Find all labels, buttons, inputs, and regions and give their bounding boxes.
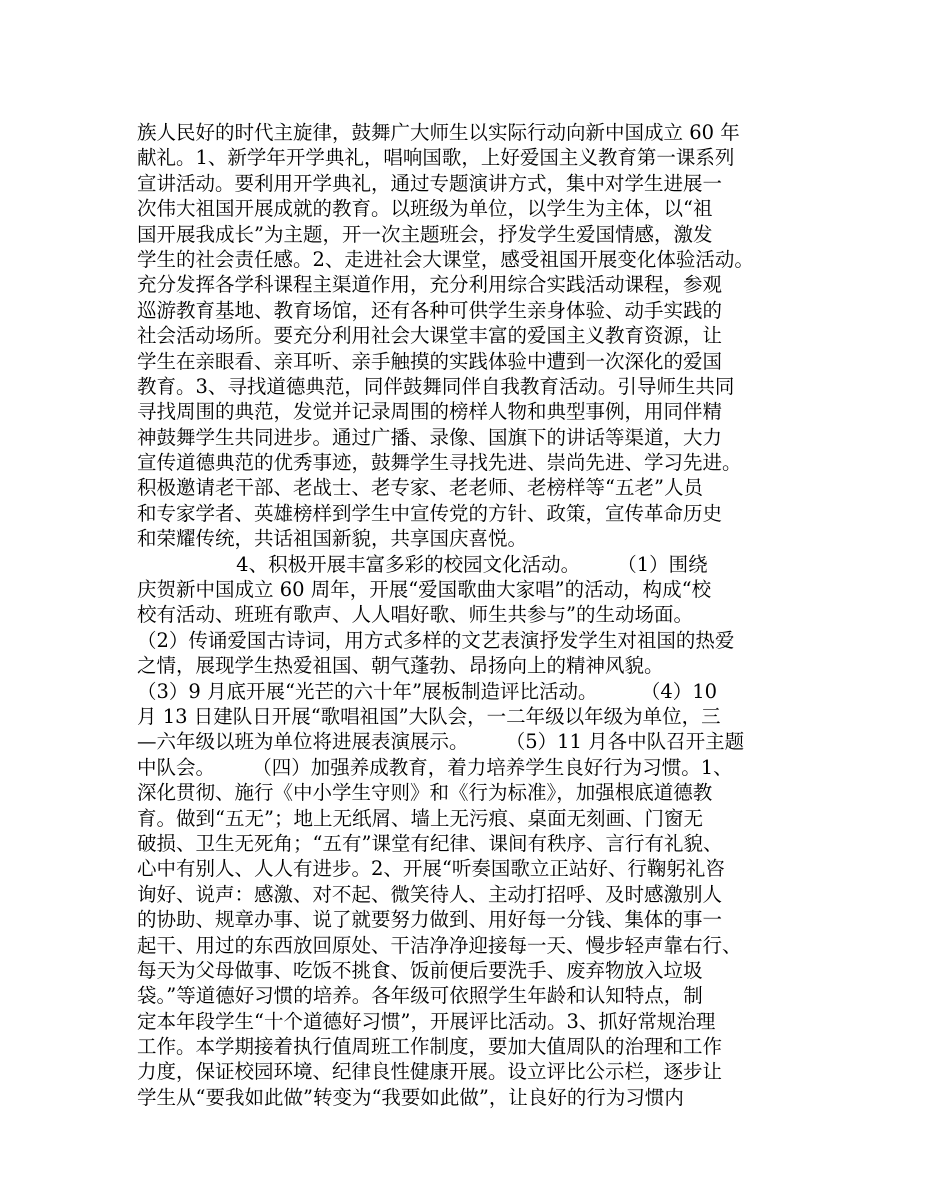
- text-line: 社会活动场所。要充分利用社会大课堂丰富的爱国主义教育资源，让: [137, 324, 723, 348]
- text-line: 充分发挥各学科课程主渠道作用，充分利用综合实践活动课程，参观: [137, 273, 723, 297]
- text-line: 心中有别人、人人有进步。2、开展“听奏国歌立正站好、行鞠躬礼咨: [137, 857, 725, 881]
- text-line: 中队会。 （四）加强养成教育，着力培养学生良好行为习惯。1、: [137, 755, 733, 779]
- text-line: 育。做到“五无”；地上无纸屑、墙上无污痕、桌面无刻画、门窗无: [137, 806, 703, 830]
- text-line: 巡游教育基地、教育场馆，还有各种可供学生亲身体验、动手实践的: [137, 298, 723, 322]
- text-line: 的协助、规章办事、说了就要努力做到、用好每一分钱、集体的事一: [137, 908, 723, 932]
- text-line: 和荣耀传统，共话祖国新貌，共享国庆喜悦。: [137, 527, 528, 551]
- text-line: 和专家学者、英雄榜样到学生中宣传党的方针、政策，宣传革命历史: [137, 501, 723, 525]
- text-line: 工作。本学期接着执行值周班工作制度，要加大值周队的治理和工作: [137, 1035, 723, 1059]
- text-line: 次伟大祖国开展成就的教育。以班级为单位，以学生为主体，以“祖: [137, 197, 713, 221]
- text-line: 起干、用过的东西放回原处、干洁净净迎接每一天、慢步轻声靠右行、: [137, 933, 742, 957]
- text-line: 国开展我成长”为主题，开一次主题班会，抒发学生爱国情感，激发: [137, 222, 713, 246]
- text-line: 寻找周围的典范，发觉并记录周围的榜样人物和典型事例，用同伴精: [137, 400, 723, 424]
- text-line: 宣讲活动。要利用开学典礼，通过专题演讲方式，集中对学生进展一: [137, 171, 723, 195]
- text-line: （2）传诵爱国古诗词，用方式多样的文艺表演抒发学生对祖国的热爱: [137, 628, 735, 652]
- text-line: 神鼓舞学生共同进步。通过广播、录像、国旗下的讲话等渠道，大力: [137, 425, 723, 449]
- text-line: 深化贯彻、施行《中小学生守则》和《行为标准》，加强根底道德教: [137, 781, 713, 805]
- text-line: 学生在亲眼看、亲耳听、亲手触摸的实践体验中遭到一次深化的爱国: [137, 349, 723, 373]
- text-line: 教育。3、寻找道德典范，同伴鼓舞同伴自我教育活动。引导师生共同: [137, 374, 735, 398]
- text-line: 校有活动、班班有歌声、人人唱好歌、师生共参与”的生动场面。: [137, 603, 693, 627]
- text-line: 破损、卫生无死角；“五有”课堂有纪律、课间有秩序、言行有礼貌、: [137, 831, 723, 855]
- text-line: 献礼。1、新学年开学典礼，唱响国歌，上好爱国主义教育第一课系列: [137, 146, 735, 170]
- text-line: 学生从“要我如此做”转变为“我要如此做”，让良好的行为习惯内: [137, 1085, 684, 1109]
- text-line: 4、积极开展丰富多彩的校园文化活动。 （1）围绕: [137, 552, 708, 576]
- text-line: —六年级以班为单位将进展表演展示。 （5）11 月各中队召开主题: [137, 730, 745, 754]
- text-line: （3）9 月底开展“光芒的六十年”展板制造评比活动。 （4）10: [137, 679, 718, 703]
- body-text: [137, 120, 827, 1110]
- text-line: 族人民好的时代主旋律，鼓舞广大师生以实际行动向新中国成立 60 年: [137, 121, 740, 144]
- text-line: 积极邀请老干部、老战士、老专家、老老师、老榜样等“五老”人员: [137, 476, 703, 500]
- text-line: 之情，展现学生热爱祖国、朝气蓬勃、昂扬向上的精神风貌。: [137, 654, 664, 678]
- text-line: 宣传道德典范的优秀事迹，鼓舞学生寻找先进、崇尚先进、学习先进。: [137, 451, 742, 475]
- text-line: 月 13 日建队日开展“歌唱祖国”大队会，一二年级以年级为单位，三: [137, 704, 721, 728]
- text-line: 力度，保证校园环境、纪律良性健康开展。设立评比公示栏，逐步让: [137, 1060, 723, 1084]
- text-line: 询好、说声：感激、对不起、微笑待人、主动打招呼、及时感激别人: [137, 882, 723, 906]
- text-line: 每天为父母做事、吃饭不挑食、饭前便后要洗手、废弃物放入垃圾: [137, 958, 703, 982]
- text-line: 定本年段学生“十个道德好习惯”，开展评比活动。3、抓好常规治理: [137, 1009, 716, 1033]
- text-line: 袋。”等道德好习惯的培养。各年级可依照学生年龄和认知特点，制: [137, 984, 703, 1008]
- text-line: 庆贺新中国成立 60 周年，开展“爱国歌曲大家唱”的活动，构成“校: [137, 578, 712, 602]
- text-line: 学生的社会责任感。2、走进社会大课堂，感受祖国开展变化体验活动。: [137, 247, 754, 271]
